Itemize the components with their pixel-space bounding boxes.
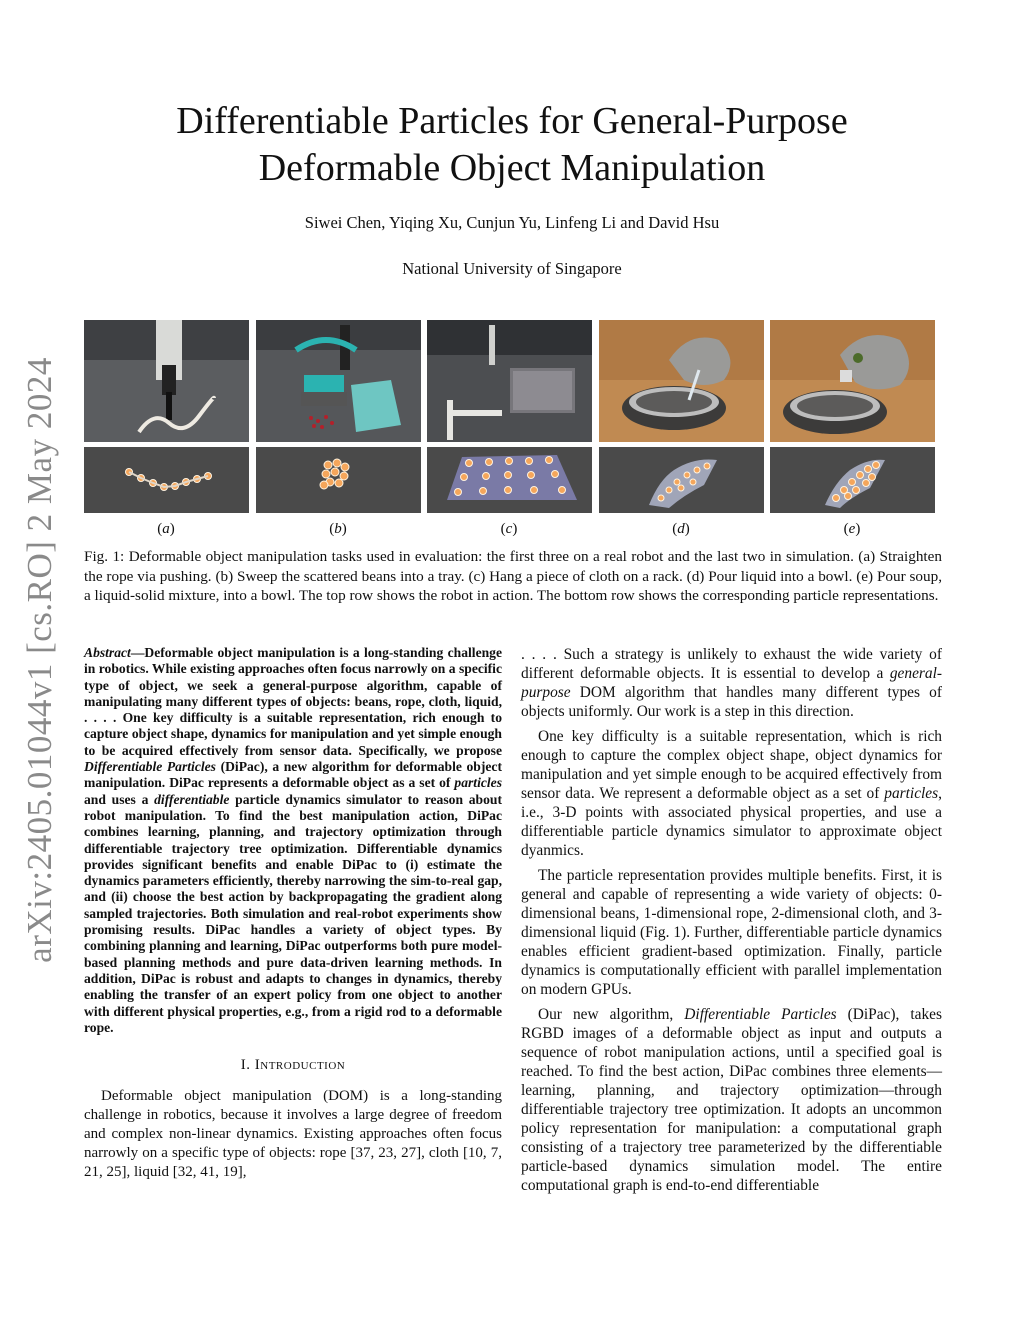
figure-panel-b — [256, 320, 421, 513]
section-heading-introduction: I. Introduction — [240, 1057, 346, 1074]
paper-title — [0, 98, 1024, 192]
intro-paragraph-1: Deformable object manipulation (DOM) is a long-standing challenge in robotics, because it involves a large degree of freedom and complex non-linear dynamics. Existing approaches often focus narrowly on a specific type of objects: rope [37, 23, 27], cloth [10, 7, 21, 25], liquid [32, 41, 19], — [84, 1088, 502, 1181]
right-column — [521, 645, 942, 1201]
figure-panel-d — [599, 320, 764, 513]
figure-label-a: (a) — [157, 521, 175, 537]
figure-label-b: (b) — [329, 521, 347, 537]
left-column — [84, 645, 502, 1188]
intro-paragraph-2: . . . . Such a strategy is unlikely to exhaust the wide variety of different deformable objects. It is essential to develop a general-purpose DOM algorithm that handles many different types of objects uniformly. Our work is a step in this direction. — [521, 646, 942, 720]
intro-paragraph-3: One key difficulty is a suitable representation, which is rich enough to capture the complex object shape, object dynamics for manipulation and yet simple enough to be acquired effectively from sensor data. We represent a deformable object as a set of particles, i.e., 3-D points with associated physical properties, and use a differentiable particle dynamics simulator to approximate object dyanmics. — [521, 728, 942, 859]
figure-panel-c — [427, 320, 592, 513]
title-line-1: Differentiable Particles for General-Purpose — [176, 100, 848, 142]
figure-panel-a — [84, 320, 249, 513]
intro-paragraph-4: The particle representation provides multiple benefits. First, it is general and capable of representing a wide variety of objects: 0-dimensional beans, 1-dimensional rope, 2-dimensional cloth, and 3-dimensional liquid (Fig. 1). Further, differentiable particle dynamics enables efficient gradient-based optimization. Finally, particle dynamics is computationally efficient with parallel implementation on modern GPUs. — [521, 867, 942, 998]
figure-caption — [84, 547, 942, 606]
abstract: Abstract—Deformable object manipulation is a long-standing challenge in robotics. While existing approaches often focus narrowly on a specific type of object, we seek a general-purpose algorithm, capable of manipulating many different types of objects: beans, rope, cloth, liquid, . . . . One key difficulty is a suitable representation, rich enough to capture object shape, dynamics for manipulation and yet simple enough to be acquired effectively from sensor data. Specifically, we propose Differentiable Particles (DiPac), a new algorithm for deformable object manipulation. DiPac represents a deformable object as a set of particles and uses a differentiable particle dynamics simulator to reason about robot manipulation. To find the best manipulation action, DiPac combines learning, planning, and trajectory optimization through differentiable trajectory tree optimization. Differentiable dynamics provides significant benefits and enable DiPac to (i) estimate the dynamics parameters efficiently, thereby narrowing the sim-to-real gap, and (ii) choose the best action by backpropagating the gradient along sampled trajectories. Both simulation and real-robot experiments show promising results. DiPac handles a variety of object types. By combining planning and learning, DiPac outperforms both pure model-based planning methods and pure data-driven learning methods. In addition, DiPac is robust and adapts to changes in dynamics, thereby enabling the transfer of an expert policy from one object to another with different physical properties, e.g., from a rigid rod to a deformable rope. — [84, 645, 502, 1035]
figure-label-d: (d) — [672, 521, 690, 537]
caption-prefix: Fig. 1: — [84, 548, 125, 565]
figure-label-c: (c) — [500, 521, 518, 537]
figure-label-e: (e) — [843, 521, 861, 537]
abstract-label: Abstract — [84, 645, 131, 660]
affiliation: National University of Singapore — [402, 259, 622, 278]
intro-paragraph-5: Our new algorithm, Differentiable Particles (DiPac), takes RGBD images of a deformable object as input and outputs a sequence of robot manipulation actions, until a specified goal is reached. To find the best action, DiPac combines three elements—learning, planning, and trajectory optimization—through differentiable trajectory tree optimization. It adopts an uncommon policy representation for manipulation: a computational graph consisting of a trajectory tree parameterized by the differentiable particle-based dynamics simulation model. The entire computational graph is end-to-end differentiable — [521, 1006, 942, 1194]
caption-text: Deformable object manipulation tasks used in evaluation: the first three on a real robot and the last two in simulation. (a) Straighten the rope via pushing. (b) Sweep the scattered beans into a tray. (c) Hang a piece of cloth on a rack. (d) Pour liquid into a bowl. (e) Pour soup, a liquid-solid mixture, into a bowl. The top row shows the robot in action. The bottom row shows the corresponding particle representations. — [84, 548, 942, 604]
arxiv-identifier: arXiv:2405.01044v1 [cs.RO] 2 May 2024 — [20, 357, 59, 963]
author-list: Siwei Chen, Yiqing Xu, Cunjun Yu, Linfeng Li and David Hsu — [304, 213, 720, 232]
title-line-2: Deformable Object Manipulation — [258, 147, 766, 189]
figure-panel-e — [770, 320, 935, 513]
